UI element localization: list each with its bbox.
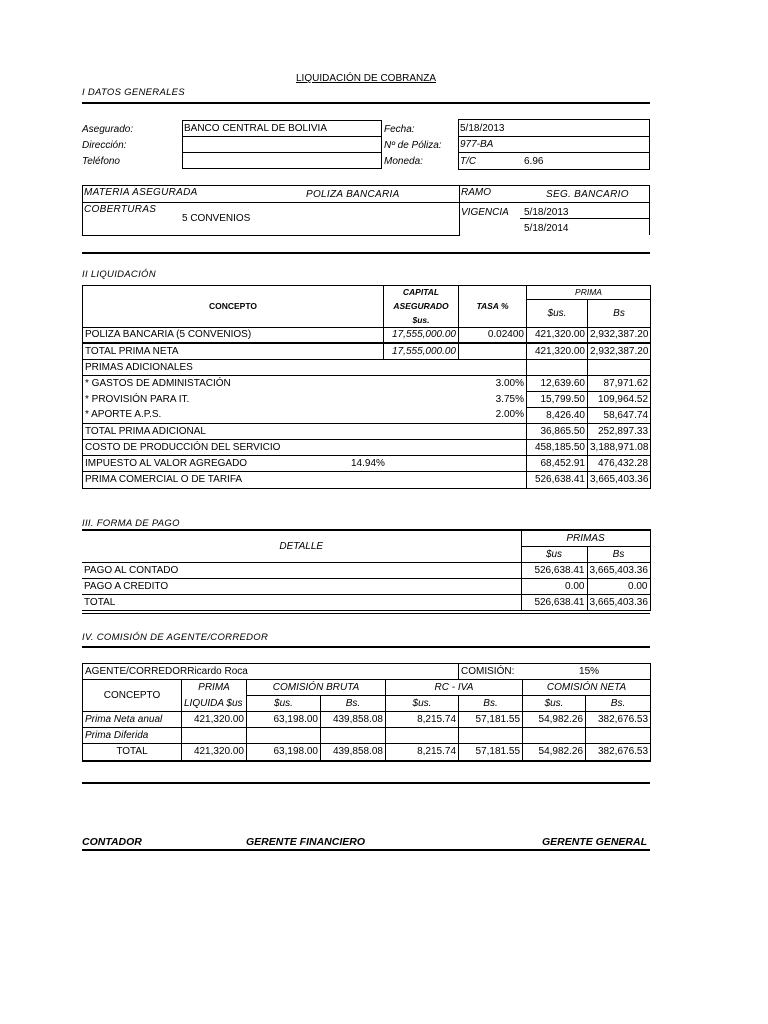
agente-value: Ricardo Roca [187, 666, 248, 677]
row-prima [182, 728, 247, 744]
row-sus: 8,426.40 [527, 407, 588, 423]
row-sus [527, 359, 588, 375]
row-sus: 36,865.50 [527, 423, 588, 439]
document-title: LIQUIDACIÓN DE COBRANZA [295, 73, 437, 84]
row-bs: 109,964.52 [588, 391, 651, 407]
tc-value: 6.96 [524, 156, 544, 167]
row-sus: 526,638.41 [521, 562, 587, 578]
header-prima-sus: $us. [527, 300, 588, 328]
header-concepto: CONCEPTO [83, 680, 182, 712]
header-capital-3: $us. [384, 314, 459, 328]
row-neta-sus: 54,982.26 [523, 744, 586, 761]
header-rc-iva: RC - IVA [386, 680, 523, 696]
row-concepto: PRIMAS ADICIONALES [83, 359, 527, 375]
row-bs: 87,971.62 [588, 375, 651, 391]
agente-label: AGENTE/CORREDOR [85, 666, 188, 677]
row-prima: 421,320.00 [182, 712, 247, 728]
row-bruta-sus: 63,198.00 [247, 712, 321, 728]
row-sus: 526,638.41 [521, 594, 587, 610]
firma-gerente-financiero: GERENTE FINANCIERO [246, 836, 366, 848]
comision-table [82, 663, 651, 762]
row-concepto: PRIMA COMERCIAL O DE TARIFA [83, 471, 527, 488]
divider [82, 185, 650, 186]
row-detalle: PAGO AL CONTADO [82, 562, 521, 578]
iva-label: IMPUESTO AL VALOR AGREGADO [85, 457, 248, 469]
row-sus: 458,185.50 [527, 439, 588, 455]
row-tasa: 3.00% [495, 377, 524, 389]
iva-pct: 14.94% [351, 457, 385, 469]
row-concepto [83, 455, 527, 471]
row-tasa: 2.00% [495, 409, 524, 421]
row-bruta-bs: 439,858.08 [321, 712, 386, 728]
row-concepto: POLIZA BANCARIA (5 CONVENIOS) [83, 327, 384, 343]
divider [649, 185, 650, 235]
row-bruta-sus: 63,198.00 [247, 744, 321, 761]
row-concepto: TOTAL [83, 744, 182, 761]
moneda-label: Moneda: [384, 156, 423, 167]
row-sus: 68,452.91 [527, 455, 588, 471]
fecha-label: Fecha: [384, 124, 415, 135]
row-concepto: * PROVISIÓN PARA IT. [83, 391, 459, 407]
header-concepto: CONCEPTO [83, 286, 384, 328]
row-tasa: 3.75% [495, 393, 524, 405]
section-liquidacion: II LIQUIDACIÓN [82, 269, 156, 280]
row-rc-bs: 57,181.55 [459, 712, 523, 728]
row-concepto: * APORTE A.P.S. [83, 407, 459, 423]
ramo-value: SEG. BANCARIO [546, 189, 629, 200]
comision-cell [459, 664, 651, 680]
row-rc-sus: 8,215.74 [386, 744, 459, 761]
row-sus: 421,320.00 [527, 343, 588, 359]
comision-label: COMISIÓN: [461, 666, 515, 677]
header-bs: Bs. [586, 696, 651, 712]
divider [82, 613, 650, 614]
divider [82, 102, 650, 104]
moneda-field [458, 152, 650, 170]
row-sus: 15,799.50 [527, 391, 588, 407]
row-bs: 3,188,971.08 [588, 439, 651, 455]
poliza-label: Nº de Póliza: [384, 140, 442, 151]
row-bs: 2,932,387.20 [588, 343, 651, 359]
firma-gerente-general: GERENTE GENERAL [542, 836, 648, 848]
direccion-label: Dirección: [82, 140, 127, 151]
coberturas-value: 5 CONVENIOS [182, 213, 251, 224]
section-forma-pago: III. FORMA DE PAGO [82, 518, 180, 529]
row-prima: 421,320.00 [182, 744, 247, 761]
asegurado-label: Asegurado: [82, 124, 134, 135]
header-capital: CAPITAL [384, 286, 459, 300]
coberturas-label: COBERTURAS [84, 204, 157, 215]
header-sus: $us. [523, 696, 586, 712]
row-detalle: PAGO A CREDITO [82, 578, 521, 594]
header-prima-bs: Bs [588, 300, 651, 328]
row-concepto: Prima Neta anual [83, 712, 182, 728]
header-capital-2: ASEGURADO [384, 300, 459, 314]
row-sus: 421,320.00 [527, 327, 588, 343]
divider [82, 235, 460, 236]
row-neta-sus [523, 728, 586, 744]
row-tasa: 0.02400 [459, 327, 527, 343]
divider [82, 849, 650, 851]
header-comision-neta: COMISIÓN NETA [523, 680, 651, 696]
header-prima: PRIMA [527, 286, 651, 300]
row-sus: 526,638.41 [527, 471, 588, 488]
row-bs [588, 359, 651, 375]
header-sus: $us [521, 546, 587, 562]
header-bs: Bs. [459, 696, 523, 712]
row-bs: 3,665,403.36 [587, 562, 650, 578]
row-bs: 252,897.33 [588, 423, 651, 439]
header-detalle: DETALLE [82, 530, 521, 562]
divider [82, 646, 650, 648]
divider [82, 202, 650, 203]
row-concepto: TOTAL PRIMA ADICIONAL [83, 423, 527, 439]
row-bruta-bs [321, 728, 386, 744]
row-bs: 3,665,403.36 [587, 594, 650, 610]
fecha-value: 5/18/2013 [460, 123, 505, 134]
vigencia-label: VIGENCIA [461, 207, 509, 218]
divider [82, 782, 650, 784]
row-bruta-bs: 439,858.08 [321, 744, 386, 761]
direccion-field [182, 136, 382, 153]
row-concepto: COSTO DE PRODUCCIÓN DEL SERVICIO [83, 439, 527, 455]
materia-label: MATERIA ASEGURADA [84, 187, 198, 198]
row-concepto: TOTAL PRIMA NETA [83, 343, 384, 359]
agente-cell [83, 664, 459, 680]
liquidacion-table [82, 285, 651, 489]
row-capital: 17,555,000.00 [384, 327, 459, 343]
row-neta-sus: 54,982.26 [523, 712, 586, 728]
section-comision: IV. COMISIÓN DE AGENTE/CORREDOR [82, 632, 269, 643]
header-comision-bruta: COMISIÓN BRUTA [247, 680, 386, 696]
row-bs: 0.00 [587, 578, 650, 594]
comision-value: 15% [579, 666, 600, 677]
header-prima-2: LIQUIDA $us [182, 696, 247, 712]
vigencia-from: 5/18/2013 [524, 207, 569, 218]
row-bs: 58,647.74 [588, 407, 651, 423]
row-rc-sus: 8,215.74 [386, 712, 459, 728]
telefono-field [182, 152, 382, 169]
row-rc-bs [459, 728, 523, 744]
header-tasa: TASA % [459, 286, 527, 328]
row-sus: 0.00 [521, 578, 587, 594]
row-neta-bs [586, 728, 651, 744]
row-rc-sus [386, 728, 459, 744]
row-rc-bs: 57,181.55 [459, 744, 523, 761]
header-sus: $us. [247, 696, 321, 712]
row-bs: 476,432.28 [588, 455, 651, 471]
row-bruta-sus [247, 728, 321, 744]
header-primas: PRIMAS [521, 530, 650, 546]
poliza-value: 977-BA [460, 139, 494, 150]
row-tasa [459, 343, 527, 359]
divider [82, 185, 83, 235]
divider [459, 185, 460, 235]
pago-table [82, 529, 651, 611]
row-detalle: TOTAL [82, 594, 521, 610]
header-prima: PRIMA [182, 680, 247, 696]
firma-contador: CONTADOR [82, 836, 142, 848]
header-bs: Bs [587, 546, 650, 562]
divider [82, 252, 650, 254]
moneda-value: T/C [460, 156, 477, 167]
row-neta-bs: 382,676.53 [586, 712, 651, 728]
row-concepto: * GASTOS DE ADMINISTACIÓN [83, 375, 459, 391]
telefono-label: Teléfono [82, 156, 120, 167]
row-capital: 17,555,000.00 [384, 343, 459, 359]
row-concepto: Prima Diferida [83, 728, 182, 744]
header-bs: Bs. [321, 696, 386, 712]
asegurado-value: BANCO CENTRAL DE BOLIVIA [184, 123, 327, 134]
row-sus: 12,639.60 [527, 375, 588, 391]
header-sus: $us. [386, 696, 459, 712]
row-neta-bs: 382,676.53 [586, 744, 651, 761]
row-bs: 2,932,387.20 [588, 327, 651, 343]
materia-value: POLIZA BANCARIA [306, 189, 400, 200]
ramo-label: RAMO [461, 187, 491, 198]
row-bs: 3,665,403.36 [588, 471, 651, 488]
vigencia-to: 5/18/2014 [524, 223, 569, 234]
section-datos-generales: I DATOS GENERALES [82, 87, 185, 98]
